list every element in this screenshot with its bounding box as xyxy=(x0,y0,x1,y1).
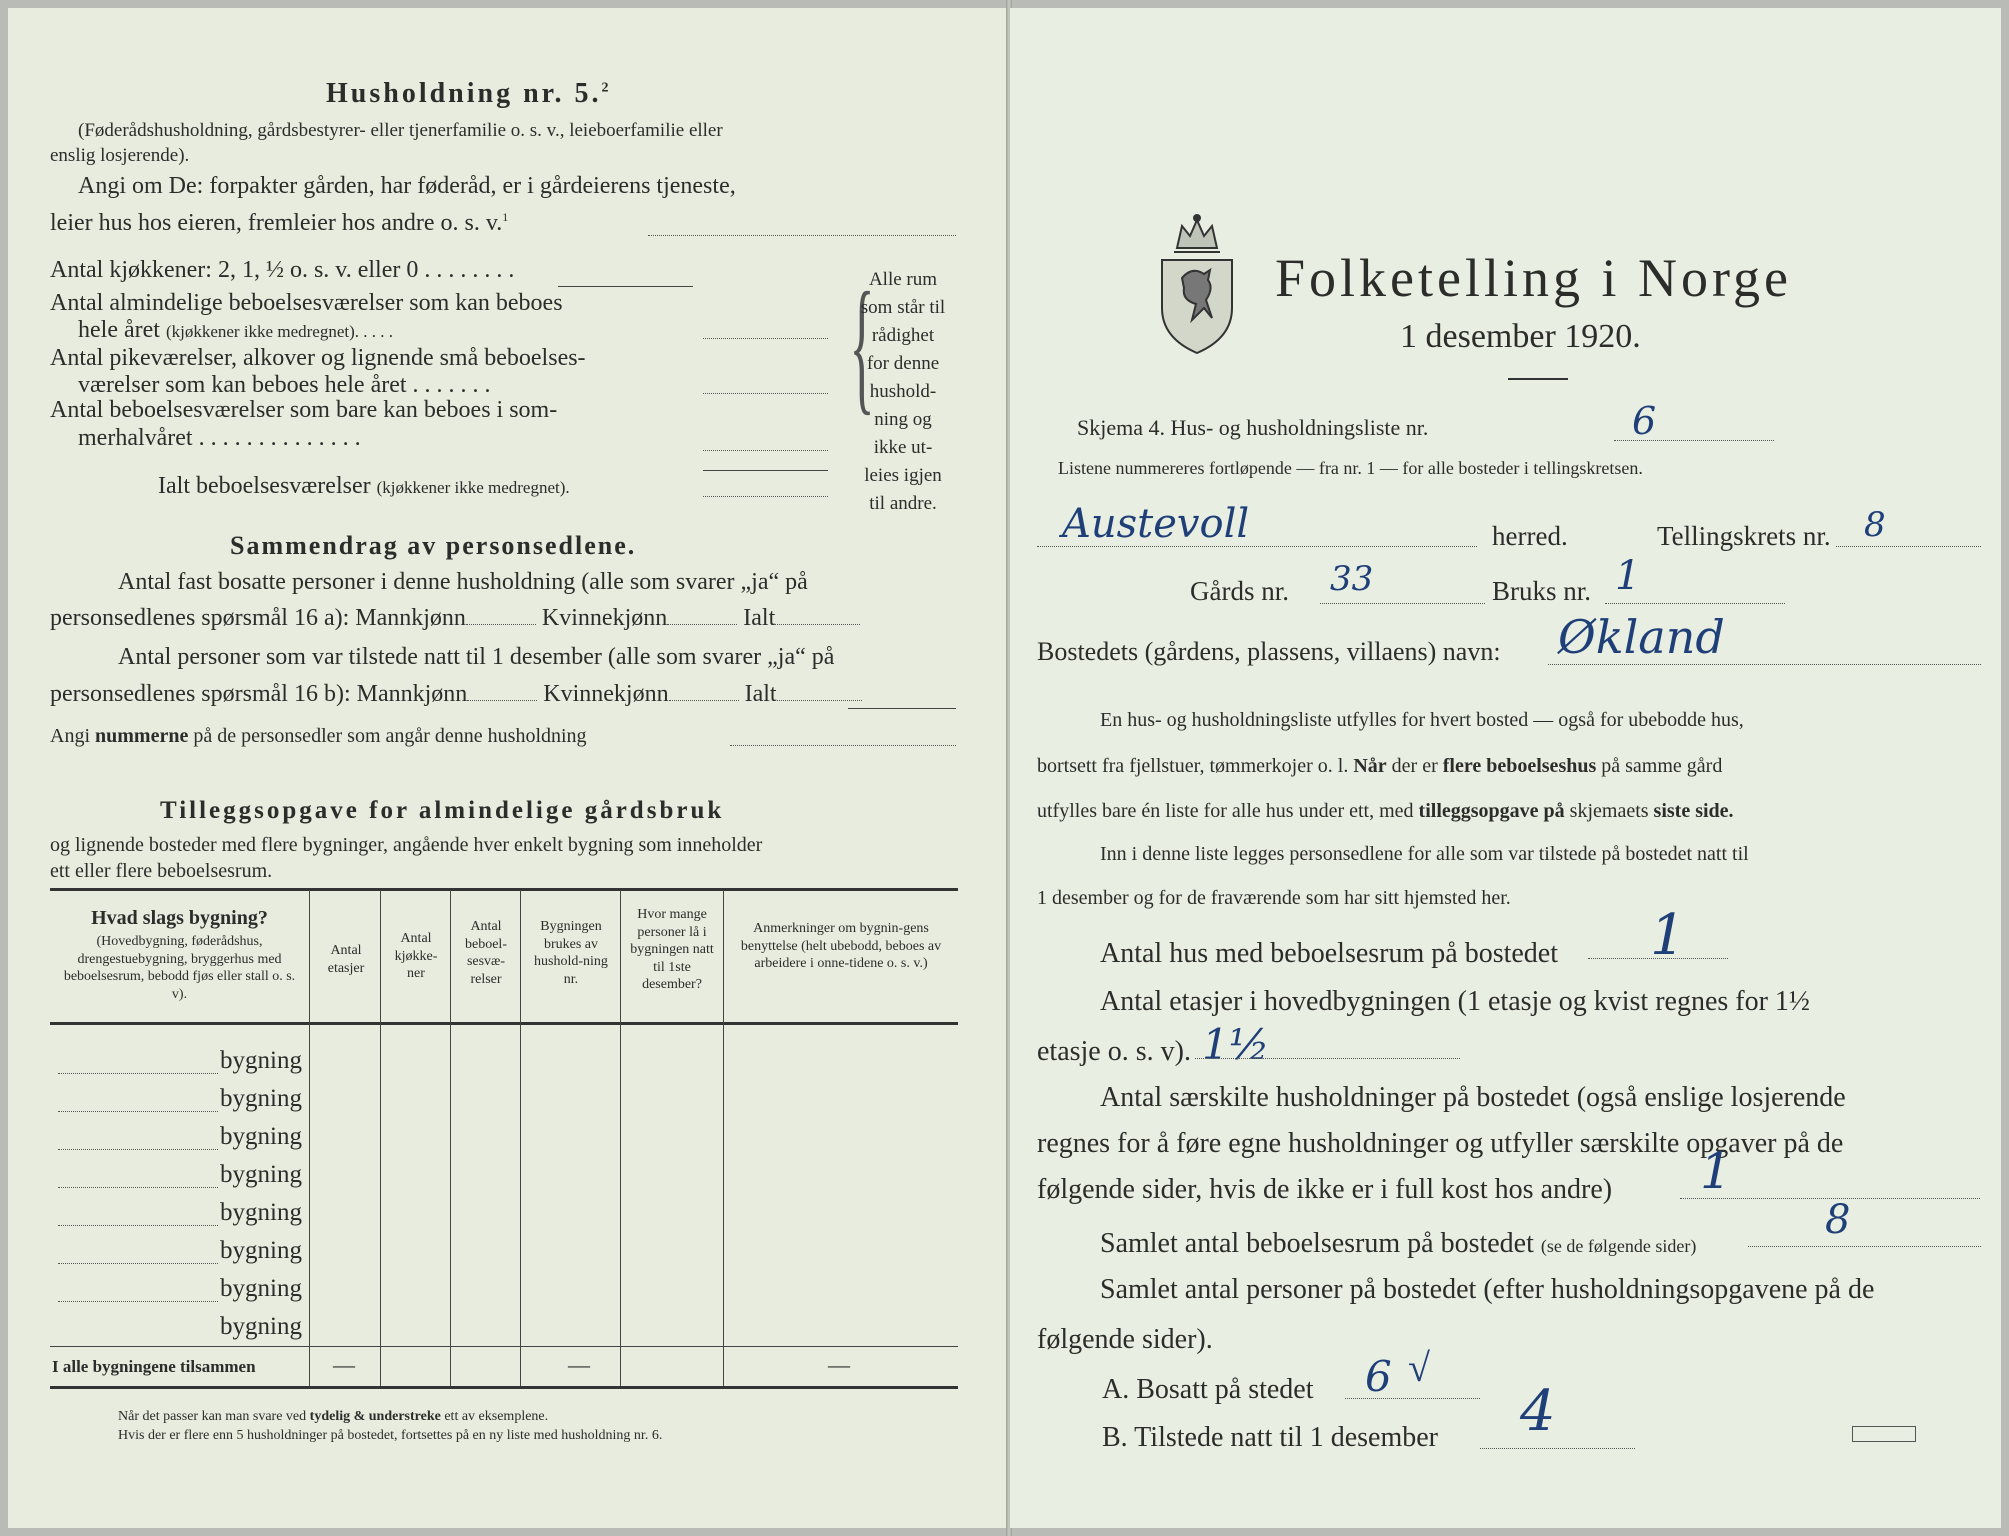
q-houses-value: 1 xyxy=(1650,903,1686,968)
summary-2a: Antal personer som var tilstede natt til 1 desember (alle som svarer „ja“ på xyxy=(118,644,835,670)
q-households-a: Antal særskilte husholdninger på bostedet (også enslige losjerende xyxy=(1100,1082,1846,1113)
rooms-ordinary-b: hele året (kjøkkener ikke medregnet). . . . . xyxy=(78,317,393,343)
census-date: 1 desember 1920. xyxy=(1400,318,1641,355)
th-floors: Antal etasjer xyxy=(327,943,365,976)
gards-label: Gårds nr. xyxy=(1190,576,1289,606)
th-kitchens: Antal kjøkke-ner xyxy=(394,931,438,981)
gards-value: 33 xyxy=(1330,559,1374,599)
q-rooms: Samlet antal beboelsesrum på bostedet (se de følgende sider) xyxy=(1100,1228,1697,1259)
bruks-label: Bruks nr. xyxy=(1492,576,1592,606)
para-1a: En hus- og husholdningsliste utfylles for hvert bosted — også for ubebodde hus, xyxy=(1100,709,1744,731)
supplement-1: og lignende bosteder med flere bygninger, angående hver enkelt bygning som inneholder xyxy=(50,834,763,856)
right-page xyxy=(1010,8,2001,1528)
th-remarks: Anmerkninger om bygnin-gens benyttelse (helt ubebodd, beboes av arbeidere i onne-tidene o. s. v.) xyxy=(740,921,942,971)
summary-title: Sammendrag av personsedlene. xyxy=(230,531,637,560)
rooms-summer-a: Antal beboelsesværelser som bare kan beboes i som- xyxy=(50,397,558,423)
summary-2b: personsedlenes spørsmål 16 b): Mannkjønn Kvinnekjønn Ialt xyxy=(50,682,862,706)
angi-line-1: Angi om De: forpakter gården, har føderåd, er i gårdeierens tjeneste, xyxy=(78,173,736,199)
q-persons-a: Samlet antal personer på bostedet (efter husholdningsopgavene på de xyxy=(1100,1274,1875,1305)
th-rooms: Antal beboel-sesvæ-relser xyxy=(465,919,507,987)
angi-nummerne: Angi nummerne på de personsedler som angår denne husholdning xyxy=(50,725,587,747)
q-houses: Antal hus med beboelsesrum på bostedet xyxy=(1100,938,1559,969)
coat-of-arms-icon xyxy=(1152,208,1242,358)
household-note-1: (Føderådshusholdning, gårdsbestyrer- eller tjenerfamilie o. s. v., leieboerfamilie eller xyxy=(78,120,723,141)
bostedets-label: Bostedets (gårdens, plassens, villaens) navn: xyxy=(1037,637,1501,666)
supplement-title: Tilleggsopgave for almindelige gårdsbruk xyxy=(160,797,725,824)
rooms-total: Ialt beboelsesværelser (kjøkkener ikke medregnet). xyxy=(158,473,570,499)
angi-line-2: leier hus hos eieren, fremleier hos andre o. s. v.$^1$ xyxy=(50,210,509,236)
q-present-value: 4 xyxy=(1520,1379,1556,1444)
brace: { xyxy=(849,262,875,428)
table-row: bygning xyxy=(220,1047,302,1074)
para-1c: utfylles bare én liste for alle hus under ett, med tilleggsopgave på skjemaets siste side. xyxy=(1037,800,1734,822)
bostedets-value: Økland xyxy=(1558,610,1725,664)
para-1b: bortsett fra fjellstuer, tømmerkojer o. l. Når der er flere beboelseshus på samme gård xyxy=(1037,755,1723,777)
total-dash: — xyxy=(333,1352,355,1377)
household-note-2: enslig losjerende). xyxy=(50,145,190,166)
th-household-nr: Bygningen brukes av hushold-ning nr. xyxy=(534,919,608,987)
checkmark-icon: √ xyxy=(1408,1345,1430,1390)
table-row: bygning xyxy=(220,1275,302,1302)
rooms-ordinary-a: Antal almindelige beboelsesværelser som kan beboes xyxy=(50,290,563,316)
th-persons: Hvor mange personer lå i bygningen natt til 1ste desember? xyxy=(630,907,714,992)
q-resident: A. Bosatt på stedet xyxy=(1102,1374,1314,1405)
q-resident-value: 6 xyxy=(1365,1352,1392,1401)
q-households-value: 1 xyxy=(1700,1142,1732,1200)
supplement-2: ett eller flere beboelsesrum. xyxy=(50,860,273,882)
q-rooms-value: 8 xyxy=(1825,1197,1851,1243)
footnote-2: Hvis der er flere enn 5 husholdninger på bostedet, fortsettes på en ny liste med husholdning nr. 6. xyxy=(118,1428,663,1443)
table-row: bygning xyxy=(220,1161,302,1188)
table-row: bygning xyxy=(220,1237,302,1264)
table-row: bygning xyxy=(220,1199,302,1226)
para-2b: 1 desember og for de fraværende som har sitt hjemsted her. xyxy=(1037,887,1511,909)
rooms-small-a: Antal pikeværelser, alkover og lignende små beboelses- xyxy=(50,345,586,371)
th-building-type: Hvad slags bygning? (Hovedbygning, føderådshus, drengestuebygning, bryggerhus med beboelsesrum, bebodd fjøs eller stall o. s. v). xyxy=(63,907,296,1002)
tellingskrets-label: Tellingskrets nr. xyxy=(1657,521,1831,551)
herred-value: Austevoll xyxy=(1062,501,1250,547)
para-2a: Inn i denne liste legges personsedlene for alle som var tilstede på bostedet natt til xyxy=(1100,843,1749,865)
table-row: bygning xyxy=(220,1123,302,1150)
total-dash: — xyxy=(568,1352,590,1377)
brace-note: Alle rum som står til rådighet for denne hushold- ning og ikke ut- leies igjen til andre. xyxy=(860,269,946,514)
herred-label: herred. xyxy=(1492,521,1568,551)
rooms-small-b: værelser som kan beboes hele året . . . . . . . xyxy=(78,372,491,398)
q-floors-value: 1½ xyxy=(1202,1020,1270,1069)
q-households-b: regnes for å føre egne husholdninger og utfyller særskilte opgaver på de xyxy=(1037,1128,1844,1159)
summary-1a: Antal fast bosatte personer i denne husholdning (alle som svarer „ja“ på xyxy=(118,569,808,595)
footnote-1: Når det passer kan man svare ved tydelig & understreke ett av eksemplene. xyxy=(118,1409,549,1424)
printer-stamp xyxy=(1852,1426,1916,1442)
listene-note: Listene nummereres fortløpende — fra nr. 1 — for alle bosteder i tellingskretsen. xyxy=(1058,458,1643,478)
total-dash: — xyxy=(828,1352,850,1377)
q-persons-b: følgende sider). xyxy=(1037,1324,1213,1355)
rooms-kitchens: Antal kjøkkener: 2, 1, ½ o. s. v. eller 0 . . . . . . . . xyxy=(50,257,515,283)
q-present: B. Tilstede natt til 1 desember xyxy=(1102,1422,1438,1453)
tellingskrets-value: 8 xyxy=(1864,505,1886,545)
skjema-nr-value: 6 xyxy=(1632,399,1657,443)
left-page xyxy=(8,8,1008,1528)
table-row: bygning xyxy=(220,1313,302,1340)
census-title: Folketelling i Norge xyxy=(1275,248,1792,308)
table-total-label: I alle bygningene tilsammen xyxy=(52,1357,256,1376)
household-title: Husholdning nr. 5.$^2$ xyxy=(326,78,612,109)
table-row: bygning xyxy=(220,1085,302,1112)
bruks-value: 1 xyxy=(1615,553,1641,599)
skjema-line: Skjema 4. Hus- og husholdningsliste nr. xyxy=(1077,415,1429,440)
q-floors-a: Antal etasjer i hovedbygningen (1 etasje og kvist regnes for 1½ xyxy=(1100,986,1810,1017)
q-floors-b: etasje o. s. v). xyxy=(1037,1036,1191,1067)
rooms-summer-b: merhalvåret . . . . . . . . . . . . . . xyxy=(78,425,361,451)
summary-1b: personsedlenes spørsmål 16 a): Mannkjønn Kvinnekjønn Ialt xyxy=(50,606,860,630)
q-households-c: følgende sider, hvis de ikke er i full kost hos andre) xyxy=(1037,1174,1613,1205)
